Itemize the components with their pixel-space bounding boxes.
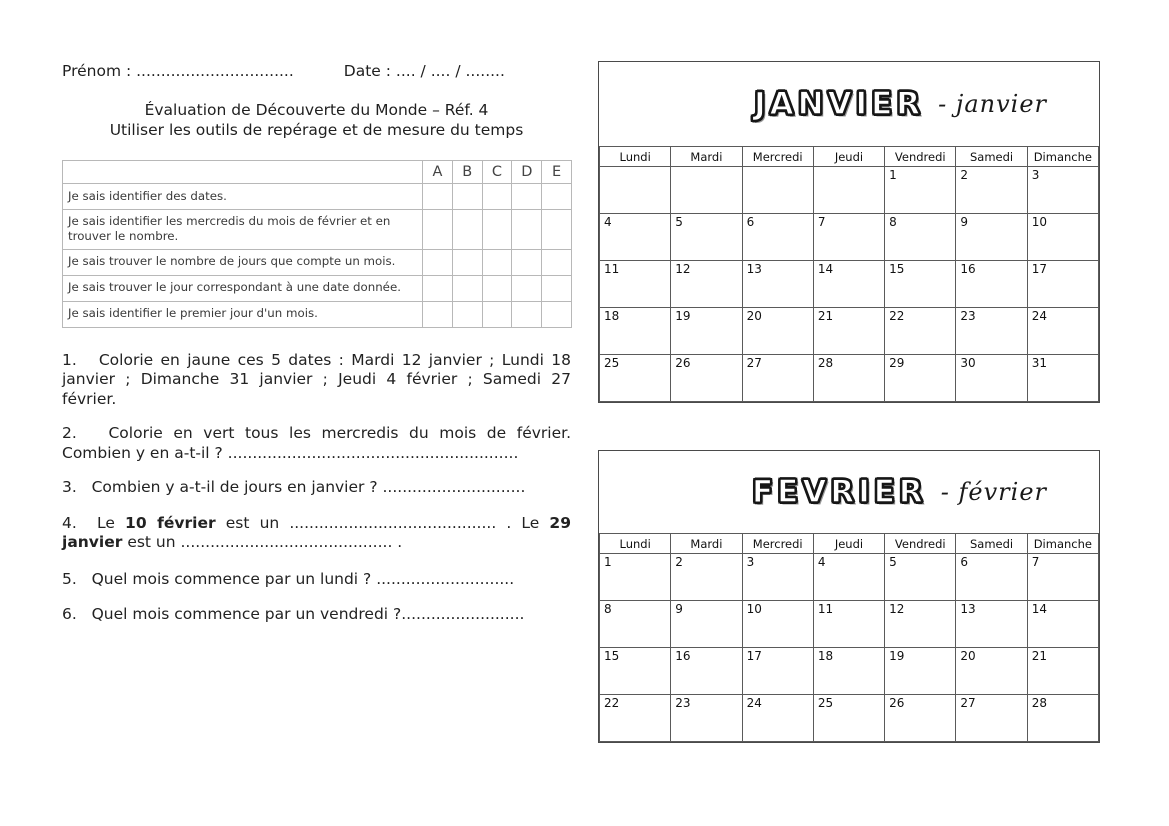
calendar-day-cell: 24 [1027,308,1098,355]
calendar-week-row [600,167,1099,214]
calendar-day-cell: 12 [671,261,742,308]
skill-mark-cell [452,275,482,301]
calendar-day-cell: 5 [671,214,742,261]
skill-mark-cell [482,249,512,275]
calendar-week-row [600,308,1099,355]
skill-label: Je sais identifier le premier jour d'un mois. [63,301,423,327]
calendar-day-cell: 11 [600,261,671,308]
name-date-line [62,62,571,80]
page-title [62,100,571,140]
question-1: 1. Colorie en jaune ces 5 dates : Mardi 12 janvier ; Lundi 18 janvier ; Dimanche 31 janvier ; Jeudi 4 février ; Samedi 27 février. [62,350,571,408]
skill-mark-cell [423,210,453,249]
calendar-day-cell [813,167,884,214]
table-row [63,184,572,210]
calendar-day-header-row [600,534,1099,554]
day-header: Dimanche [1027,147,1098,167]
calendar-day-cell: 1 [885,167,956,214]
calendar-day-cell: 6 [742,214,813,261]
question-4 [62,514,571,553]
question-5: 5. Quel mois commence par un lundi ? ............................ [62,569,515,588]
calendar-day-cell: 21 [1027,648,1098,695]
calendar-day-cell: 27 [742,355,813,402]
calendar-day-cell: 26 [885,695,956,742]
table-row [63,275,572,301]
calendar-february-title [599,451,1099,533]
calendar-day-cell: 4 [813,554,884,601]
skill-mark-cell [512,210,542,249]
question-6: 6. Quel mois commence par un vendredi ?......................... [62,605,525,624]
calendar-month-cursive-text: - février [940,478,1047,506]
skill-mark-cell [512,301,542,327]
skill-mark-cell [482,275,512,301]
calendar-day-cell: 9 [956,214,1027,261]
day-header: Dimanche [1027,534,1098,554]
skill-mark-cell [542,184,572,210]
calendar-day-cell: 5 [885,554,956,601]
skill-label: Je sais identifier les mercredis du mois de février et en trouver le nombre. [63,210,423,249]
table-row [63,210,572,249]
day-header: Mardi [671,534,742,554]
date-field: Date : .... / .... / ........ [343,62,505,80]
table-row [63,249,572,275]
skill-mark-cell [423,275,453,301]
calendar-day-cell: 16 [956,261,1027,308]
skills-col-E: E [542,161,572,184]
calendar-day-cell: 19 [671,308,742,355]
calendar-day-cell: 26 [671,355,742,402]
calendar-day-cell: 12 [885,601,956,648]
calendar-day-cell: 8 [600,601,671,648]
calendar-day-cell: 22 [600,695,671,742]
skill-mark-cell [452,249,482,275]
calendar-day-cell: 17 [742,648,813,695]
skill-mark-cell [452,301,482,327]
calendar-day-cell: 25 [600,355,671,402]
day-header: Samedi [956,147,1027,167]
skill-mark-cell [423,301,453,327]
calendar-month-bubble-text: FEVRIER [751,474,927,510]
calendar-day-cell: 10 [1027,214,1098,261]
calendar-day-cell: 28 [1027,695,1098,742]
day-header: Lundi [600,147,671,167]
calendar-week-row [600,355,1099,402]
calendar-january-grid [599,146,1099,402]
page-title-line1: Évaluation de Découverte du Monde – Réf. 4 [144,101,489,119]
skill-mark-cell [482,210,512,249]
skill-mark-cell [512,249,542,275]
calendar-day-cell: 27 [956,695,1027,742]
calendar-day-cell: 6 [956,554,1027,601]
skills-table-header [63,161,572,184]
calendar-day-cell: 10 [742,601,813,648]
calendar-day-cell: 23 [956,308,1027,355]
calendar-day-cell: 2 [956,167,1027,214]
calendar-day-cell: 14 [1027,601,1098,648]
question-4-text: 4. Le [62,513,126,532]
calendar-day-cell [742,167,813,214]
calendar-week-row [600,214,1099,261]
skill-mark-cell [423,184,453,210]
calendar-day-cell: 13 [742,261,813,308]
skills-col-B: B [452,161,482,184]
calendar-day-cell: 13 [956,601,1027,648]
day-header: Samedi [956,534,1027,554]
calendar-day-cell [600,167,671,214]
calendar-february [598,450,1100,743]
skill-label: Je sais trouver le jour correspondant à une date donnée. [63,275,423,301]
calendar-day-cell: 15 [885,261,956,308]
skills-col-A: A [423,161,453,184]
calendar-day-cell: 3 [1027,167,1098,214]
question-4-bold-date-2: 29 janvier [62,513,571,552]
skill-mark-cell [542,301,572,327]
question-4-bold-date-1: 10 février [125,513,216,532]
calendar-day-cell: 25 [813,695,884,742]
skill-label: Je sais identifier des dates. [63,184,423,210]
calendar-day-cell: 15 [600,648,671,695]
calendar-day-header-row [600,147,1099,167]
skill-mark-cell [512,184,542,210]
calendar-week-row [600,261,1099,308]
calendar-month-cursive-text: - janvier [938,90,1047,118]
worksheet-left-column [62,62,571,640]
calendar-day-cell: 14 [813,261,884,308]
day-header: Mardi [671,147,742,167]
calendar-day-cell: 23 [671,695,742,742]
skill-mark-cell [452,184,482,210]
skill-mark-cell [542,275,572,301]
prenom-field: Prénom : ................................ [62,62,294,80]
calendar-day-cell: 3 [742,554,813,601]
calendar-day-cell: 7 [1027,554,1098,601]
question-2: 2. Colorie en vert tous les mercredis du mois de février. Combien y en a-t-il ? ........................................................... [62,424,571,462]
table-row [63,301,572,327]
calendar-day-cell: 31 [1027,355,1098,402]
question-4-text: est un .......................................... . Le [215,513,550,532]
skill-mark-cell [482,301,512,327]
skills-col-D: D [512,161,542,184]
day-header: Jeudi [813,534,884,554]
skill-mark-cell [452,210,482,249]
skill-mark-cell [482,184,512,210]
calendar-january [598,61,1100,403]
day-header: Jeudi [813,147,884,167]
question-3: 3. Combien y a-t-il de jours en janvier ? ............................. [62,478,526,497]
calendar-week-row [600,601,1099,648]
calendar-day-cell [671,167,742,214]
calendar-day-cell: 21 [813,308,884,355]
calendar-day-cell: 2 [671,554,742,601]
skill-label: Je sais trouver le nombre de jours que compte un mois. [63,249,423,275]
day-header: Lundi [600,534,671,554]
calendar-day-cell: 29 [885,355,956,402]
calendar-day-cell: 4 [600,214,671,261]
calendar-january-title [599,62,1099,146]
calendar-day-cell: 1 [600,554,671,601]
skill-mark-cell [423,249,453,275]
page-title-line2: Utiliser les outils de repérage et de mesure du temps [109,121,524,140]
calendar-day-cell: 8 [885,214,956,261]
calendar-day-cell: 20 [956,648,1027,695]
calendar-day-cell: 30 [956,355,1027,402]
day-header: Vendredi [885,147,956,167]
skills-corner-cell [63,161,423,184]
skill-mark-cell [542,210,572,249]
calendar-week-row [600,648,1099,695]
calendar-month-bubble-text: JANVIER [754,86,925,122]
skill-mark-cell [542,249,572,275]
calendar-day-cell: 11 [813,601,884,648]
question-4-text: est un ........................................... . [122,533,403,552]
calendar-day-cell: 18 [813,648,884,695]
calendar-day-cell: 7 [813,214,884,261]
calendar-day-cell: 18 [600,308,671,355]
calendar-day-cell: 19 [885,648,956,695]
calendar-day-cell: 28 [813,355,884,402]
calendar-day-cell: 20 [742,308,813,355]
calendar-february-grid [599,533,1099,742]
day-header: Mercredi [742,534,813,554]
calendar-week-row [600,554,1099,601]
calendar-day-cell: 24 [742,695,813,742]
calendars-column [598,61,1100,743]
calendar-day-cell: 9 [671,601,742,648]
day-header: Vendredi [885,534,956,554]
calendar-day-cell: 22 [885,308,956,355]
skill-mark-cell [512,275,542,301]
skills-col-C: C [482,161,512,184]
calendar-day-cell: 16 [671,648,742,695]
calendar-day-cell: 17 [1027,261,1098,308]
skills-table [62,160,572,327]
day-header: Mercredi [742,147,813,167]
calendar-week-row [600,695,1099,742]
